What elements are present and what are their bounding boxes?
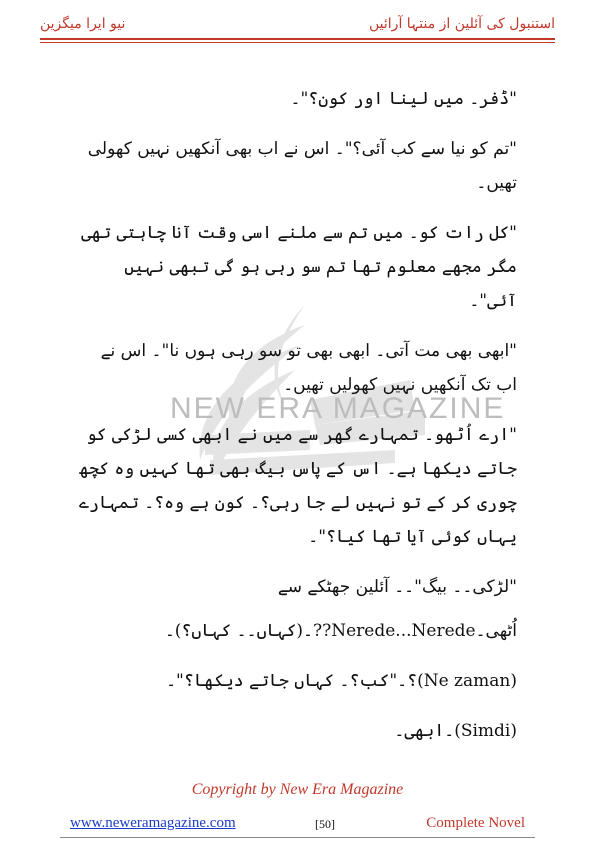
paragraph: اُٹھی۔Nerede...Nerede??۔(کہاں۔۔ کہاں؟)۔	[164, 621, 517, 641]
footer-rule	[60, 837, 535, 838]
copyright-notice: Copyright by New Era Magazine	[191, 781, 404, 798]
website-link[interactable]: www.neweramagazine.com	[70, 815, 236, 831]
paragraph: (Simdi)۔ابھی۔	[394, 721, 517, 741]
page-footer	[70, 815, 525, 835]
paragraph: "ابھی بھی مت آتی۔ ابھی بھی تو سو رہی ہوں نا"۔ اس نے اب تک آنکھیں نہیں کھولیں تھیں۔	[100, 341, 517, 395]
paragraph: "لڑکی۔۔ بیگ"۔۔ آئلین جھٹکے سے	[277, 577, 517, 597]
header-rule-thin	[40, 42, 555, 43]
article-body	[78, 82, 517, 764]
paragraph: "ڈفر۔ میں لینا اور کون؟"۔	[290, 89, 517, 109]
footer-label: Complete Novel	[426, 815, 525, 831]
header-title-left: نیو ایرا میگزین	[40, 16, 126, 32]
page-header	[40, 10, 555, 38]
header-rule	[40, 38, 555, 40]
header-title-right: استنبول کی آئلین از منتہا آرائیں	[369, 16, 555, 32]
paragraph: (Ne zaman)؟۔"کب؟۔ کہاں جاتے دیکھا؟"۔	[166, 671, 517, 691]
page-number: [50]	[315, 817, 335, 831]
paragraph: "کل رات کو۔ میں تم سے ملنے اسی وقت آنا چاہتی تھی مگر مجھے معلوم تھا تم سو رہی ہو گی تبھی نہیں آئی"۔	[81, 223, 517, 311]
watermark-text: NEW ERA MAGAZINE	[170, 392, 506, 425]
paragraph: "ارے اُٹھو۔ تمہارے گھر سے میں نے ابھی کسی لڑکی کو جاتے دیکھا ہے۔ اس کے پاس بیگ بھی تھا کہیں وہ کچھ چوری کر کے تو نہیں لے جا رہی؟۔ کون ہے وہ؟۔ تمہارے یہاں کوئی آیا تھا کیا؟"۔	[79, 425, 517, 547]
paragraph: "تم کو نیا سے کب آئی؟"۔ اس نے اب بھی آنکھیں نہیں کھولی تھیں۔	[87, 139, 517, 193]
